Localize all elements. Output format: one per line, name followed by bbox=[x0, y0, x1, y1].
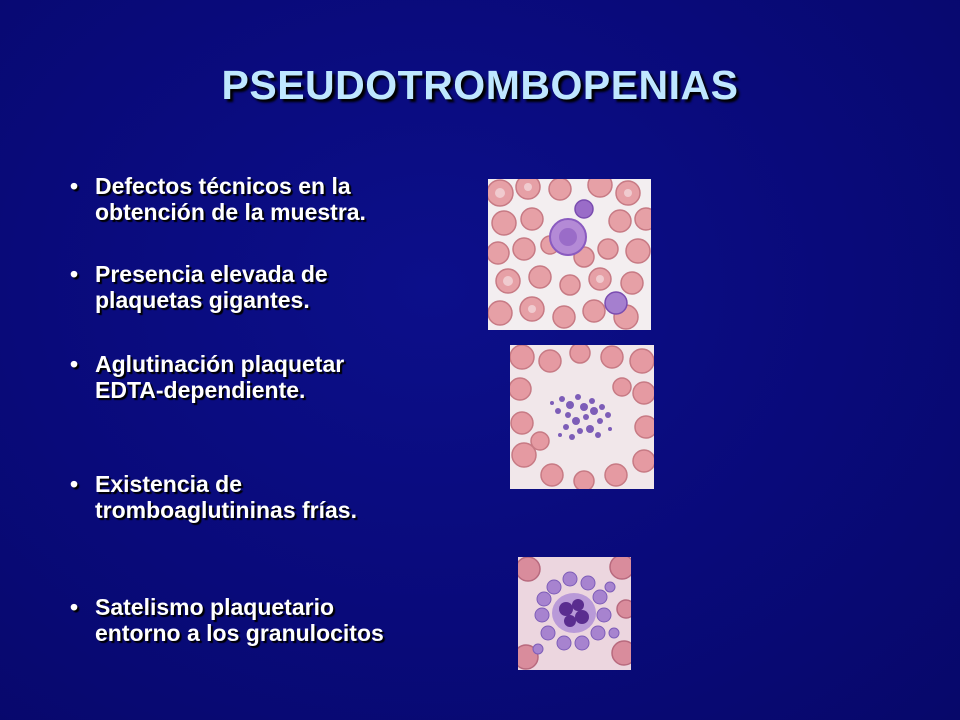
bullet-icon: • bbox=[70, 594, 79, 620]
bullet-item-cold-agglutinins bbox=[70, 471, 490, 523]
bullet-icon: • bbox=[70, 173, 79, 199]
bullet-line-2: entorno a los granulocitos bbox=[95, 620, 384, 646]
bullet-line-1: Defectos técnicos en la bbox=[95, 173, 351, 199]
bullet-icon: • bbox=[70, 261, 79, 287]
blood-smear-giant-platelets-image bbox=[488, 179, 651, 330]
bullet-line-1: Aglutinación plaquetar bbox=[95, 351, 345, 377]
bullet-line-2: obtención de la muestra. bbox=[95, 199, 366, 225]
blood-smear-platelet-clumping-image bbox=[510, 345, 654, 489]
bullet-item-technical-defects bbox=[70, 173, 490, 225]
bullet-line-1: Presencia elevada de bbox=[95, 261, 328, 287]
slide-title: PSEUDOTROMBOPENIAS bbox=[221, 62, 739, 108]
bullet-line-2: tromboaglutininas frías. bbox=[95, 497, 357, 523]
bullet-line-1: Existencia de bbox=[95, 471, 243, 497]
bullet-icon: • bbox=[70, 351, 79, 377]
bullet-item-edta-agglutination bbox=[70, 351, 490, 403]
bullet-line-1: Satelismo plaquetario bbox=[95, 594, 335, 620]
bullet-line-2: EDTA-dependiente. bbox=[95, 377, 306, 403]
bullet-item-giant-platelets bbox=[70, 261, 490, 313]
blood-smear-platelet-satellitism-image bbox=[518, 557, 631, 670]
bullet-line-2: plaquetas gigantes. bbox=[95, 287, 310, 313]
bullet-item-satellitism bbox=[70, 594, 490, 646]
bullet-icon: • bbox=[70, 471, 79, 497]
